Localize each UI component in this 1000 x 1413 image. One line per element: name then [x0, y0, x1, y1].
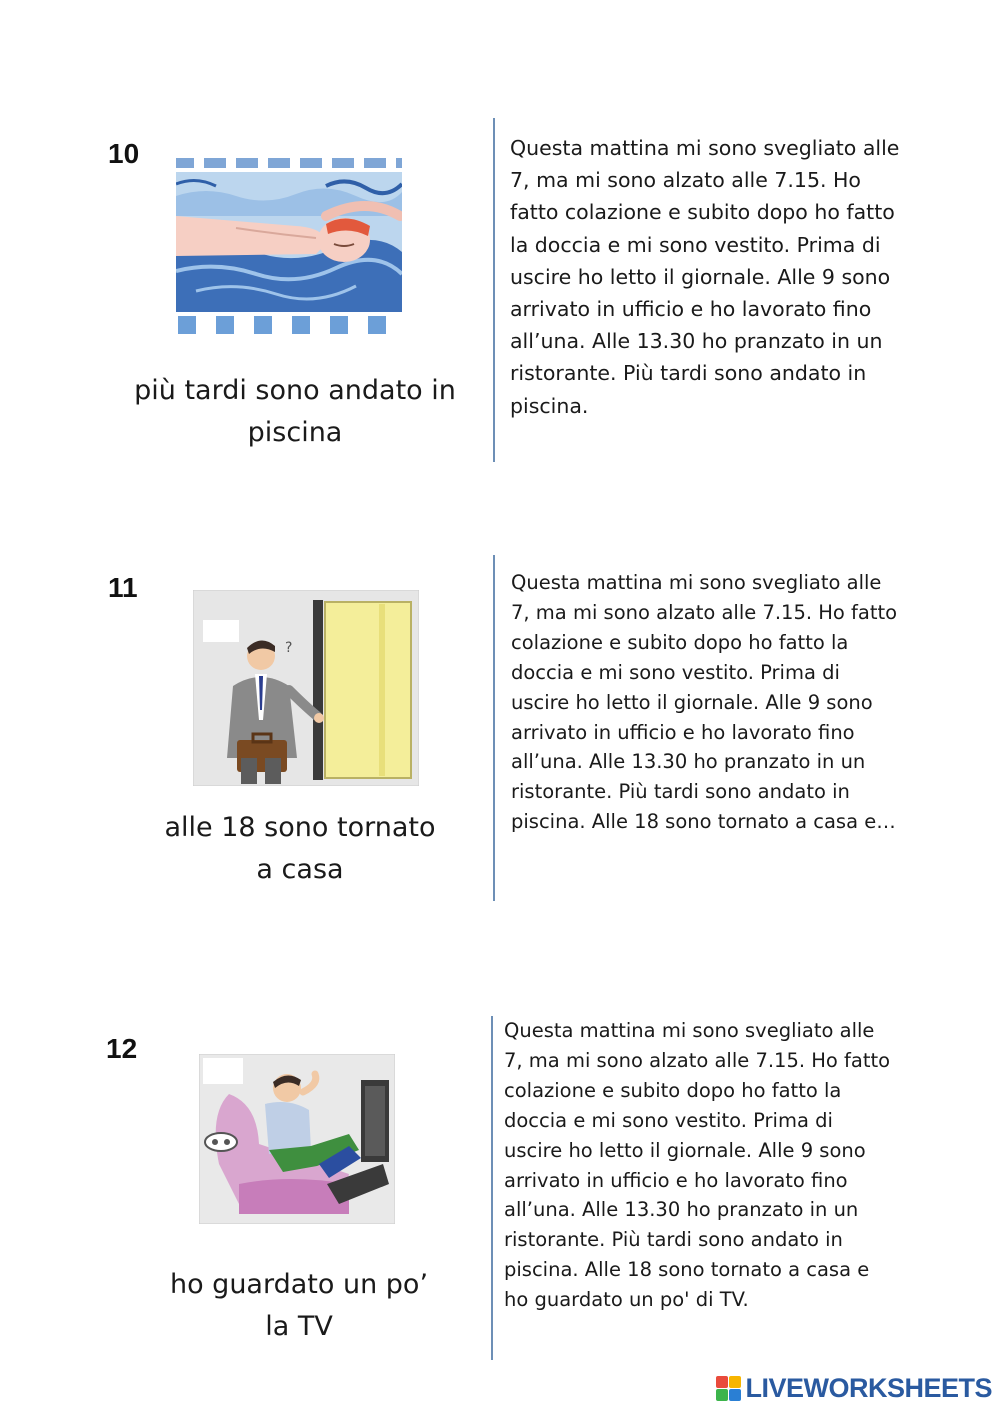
- divider: [491, 1016, 493, 1360]
- logo-square: [729, 1389, 741, 1401]
- svg-text:?: ?: [285, 640, 293, 656]
- caption-line: piscina: [247, 417, 343, 448]
- story-paragraph: Questa mattina mi sono svegliato alle 7, ma mi sono alzato alle 7.15. Ho fatto colazione e subito dopo ho fatto la doccia e mi sono vestito. Prima di uscire ho letto il giornale. Alle 9 sono arrivato in ufficio e ho lavorato fino all’una. Alle 13.30 ho pranzato in un ristorante. Più tardi sono andato in piscina. Alle 18 sono tornato a casa e…: [511, 571, 898, 834]
- caption: [110, 370, 480, 454]
- swimmer-illustration: [176, 156, 402, 338]
- caption-line: più tardi sono andato in: [134, 375, 456, 406]
- logo-square: [729, 1376, 741, 1388]
- caption-line: a casa: [256, 854, 344, 885]
- card-number: 12: [106, 1033, 138, 1064]
- story-text: [511, 568, 901, 837]
- caption-line: ho guardato un po’: [169, 1269, 429, 1300]
- logo-square: [716, 1389, 728, 1401]
- man-watching-tv-illustration: [199, 1054, 395, 1224]
- divider: [493, 118, 495, 462]
- logo-square: [716, 1376, 728, 1388]
- caption: [115, 807, 485, 891]
- liveworksheets-logo[interactable]: [716, 1373, 992, 1403]
- caption: [114, 1264, 484, 1348]
- caption-line: la TV: [265, 1311, 333, 1342]
- caption-line: alle 18 sono tornato: [164, 812, 436, 843]
- story-paragraph: Questa mattina mi sono svegliato alle 7, ma mi sono alzato alle 7.15. Ho fatto colazione e subito dopo ho fatto la doccia e mi sono vestito. Prima di uscire ho letto il giornale. Alle 9 sono arrivato in ufficio e ho lavorato fino all’una. Alle 13.30 ho pranzato in un ristorante. Più tardi sono andato in piscina.: [510, 136, 900, 418]
- story-text: [504, 1016, 894, 1315]
- divider: [493, 555, 495, 901]
- card-number: 11: [108, 572, 138, 603]
- liveworksheets-logo-icon: [716, 1376, 741, 1401]
- logo-text: LIVEWORKSHEETS: [745, 1372, 992, 1403]
- card-number: 10: [108, 138, 140, 169]
- man-entering-door-illustration: [193, 590, 419, 786]
- story-paragraph: Questa mattina mi sono svegliato alle 7, ma mi sono alzato alle 7.15. Ho fatto colazione e subito dopo ho fatto la doccia e mi sono vestito. Prima di uscire ho letto il giornale. Alle 9 sono arrivato in ufficio e ho lavorato fino all’una. Alle 13.30 ho pranzato in un ristorante. Più tardi sono andato in piscina. Alle 18 sono tornato a casa e ho guardato un po' di TV.: [504, 1019, 891, 1312]
- story-text: [510, 132, 900, 422]
